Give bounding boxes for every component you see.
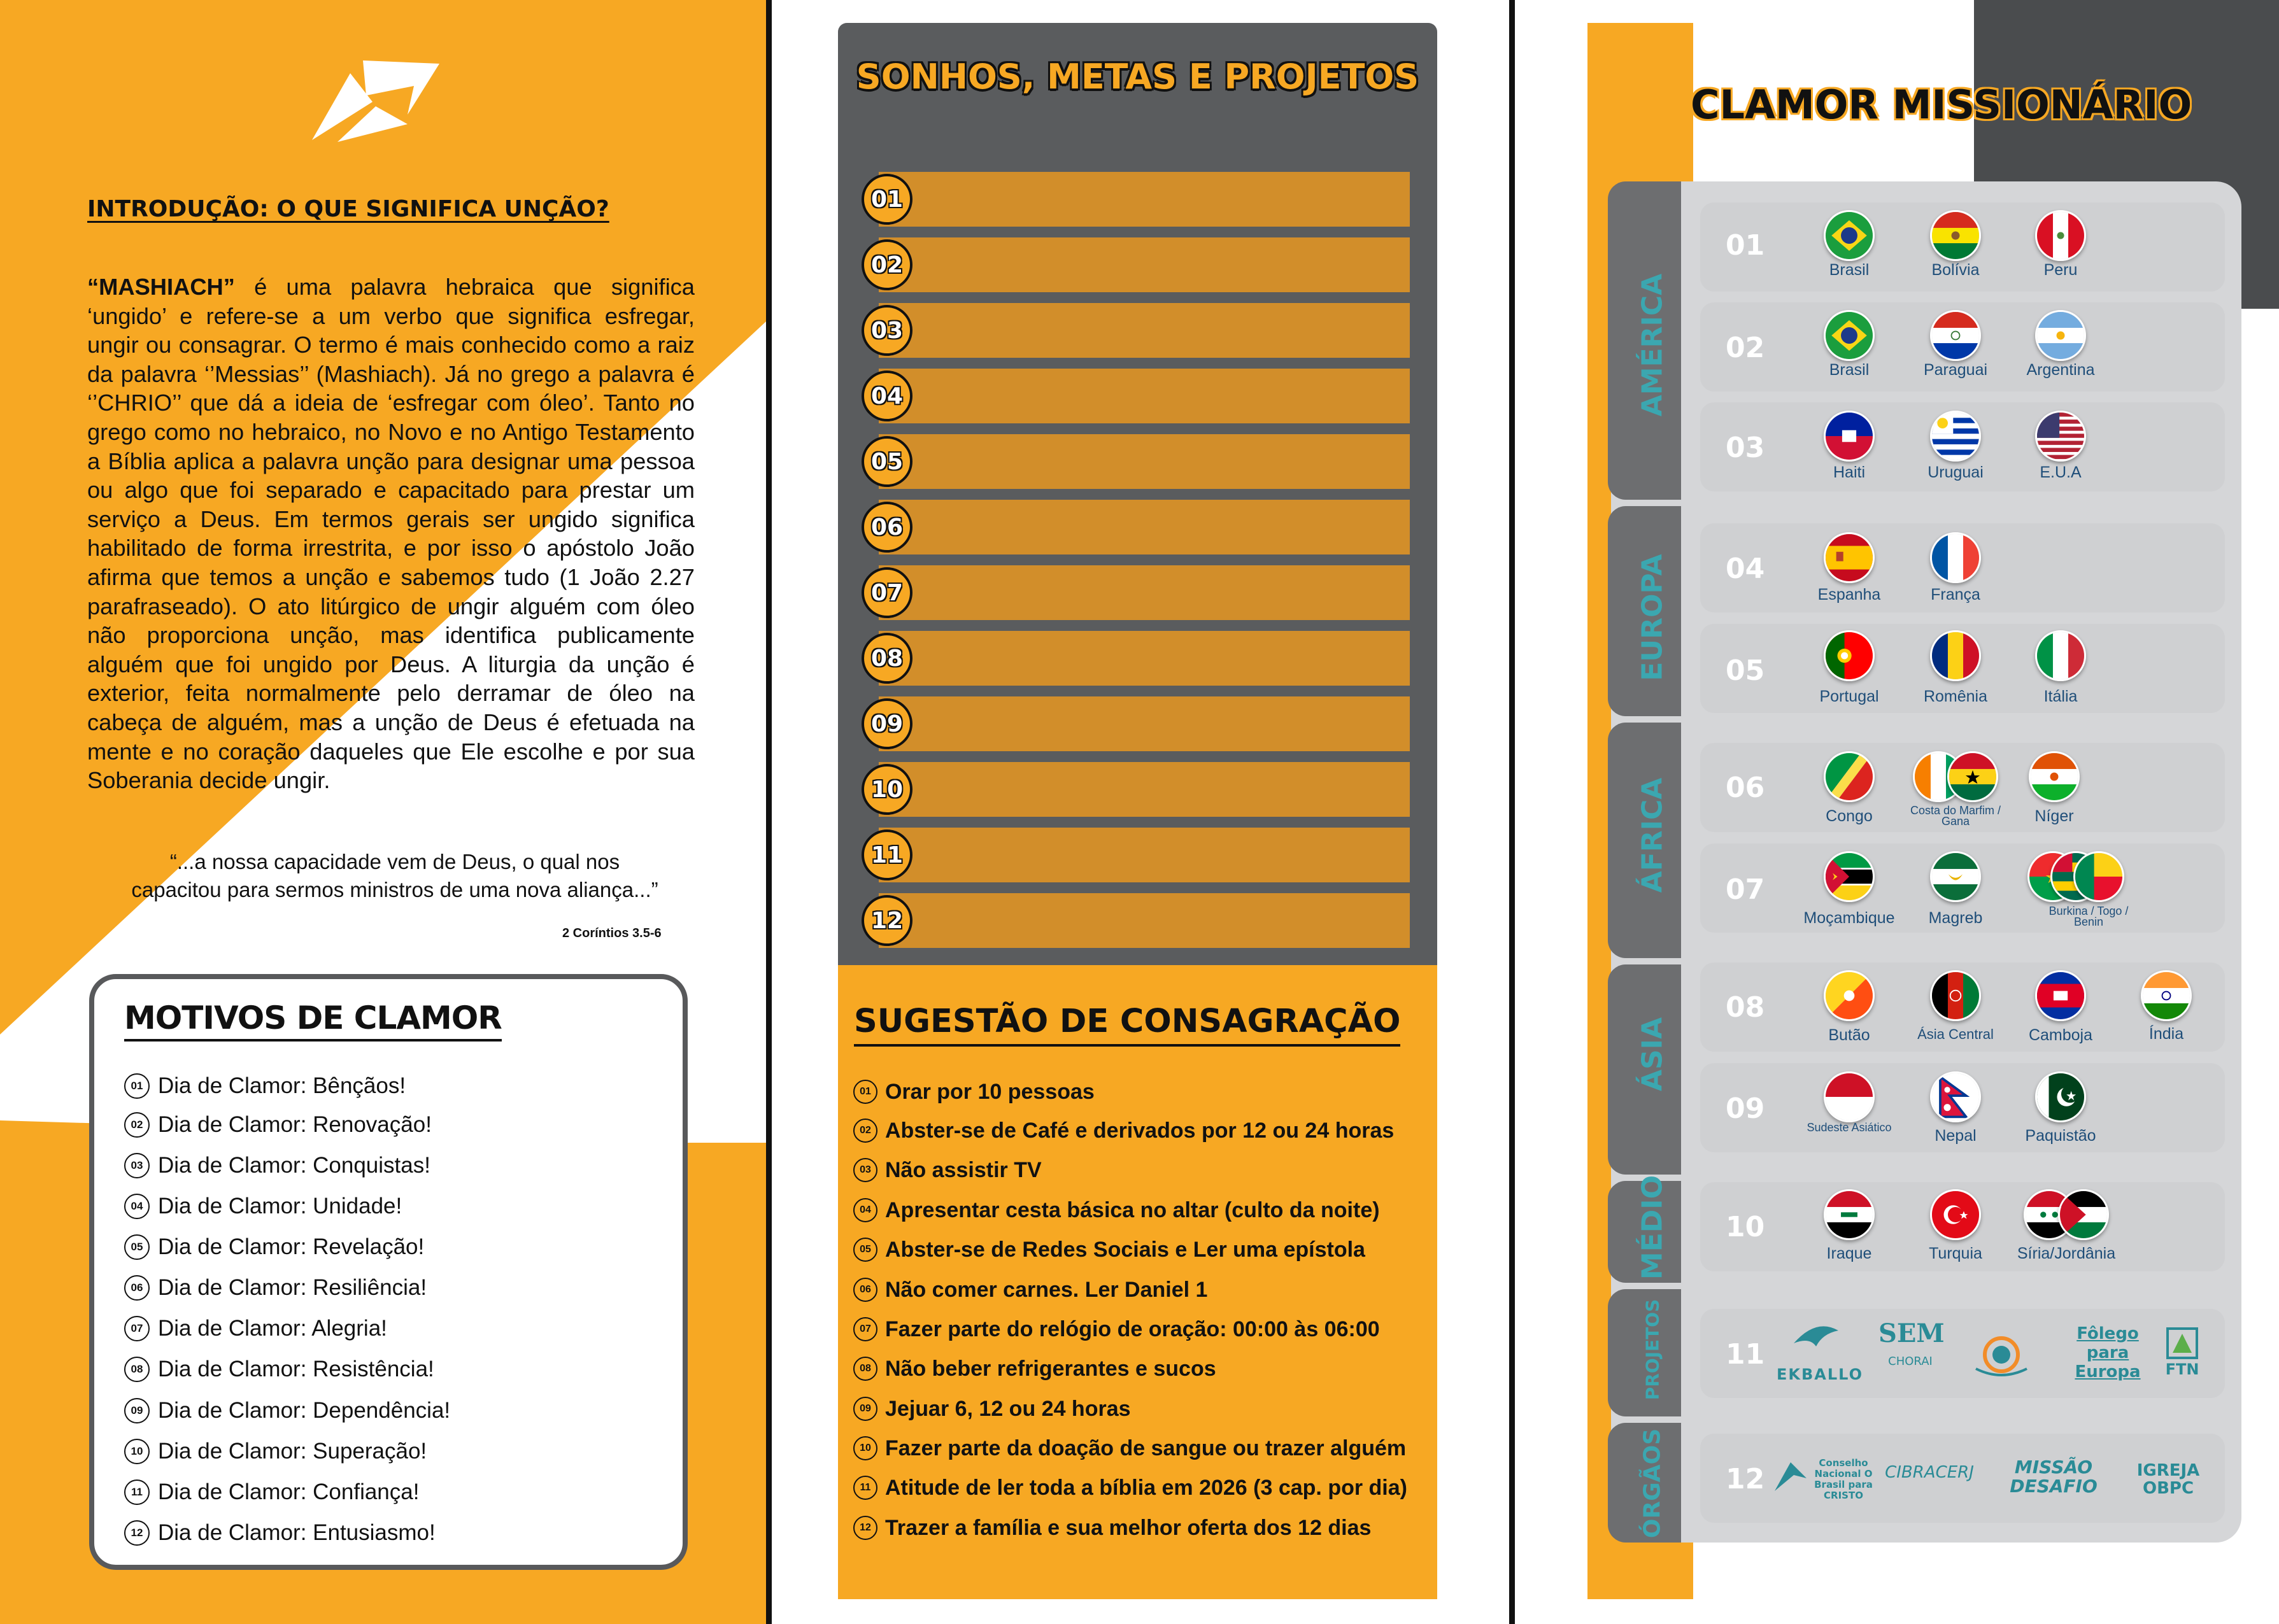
consagracao-item	[853, 1194, 1380, 1227]
sonho-line[interactable]	[879, 696, 1410, 751]
number-badge: 05	[124, 1234, 150, 1260]
region-label-orgaos: ÓRGÃOS	[1639, 1428, 1666, 1539]
chorai-logo: CHORAI	[1888, 1355, 1933, 1368]
consagracao-title: SUGESTÃO DE CONSAGRAÇÃO	[854, 1003, 1400, 1047]
brazil-flag-icon	[1824, 310, 1875, 361]
country-label: Peru	[2043, 261, 2078, 279]
sudeste-asiatico-flag-icon	[1824, 1071, 1875, 1122]
country-label: Iraque	[1826, 1245, 1872, 1262]
number-badge: 10	[124, 1439, 150, 1464]
nepal-flag-icon	[1930, 1071, 1981, 1122]
sonho-line[interactable]	[879, 303, 1410, 358]
number-badge: 03	[853, 1158, 877, 1182]
country-label: Itália	[2043, 688, 2078, 705]
paraguay-flag-icon	[1930, 310, 1981, 361]
motivo-item	[124, 1231, 424, 1264]
row-number: 01	[1726, 229, 1765, 262]
number-badge: 02	[124, 1112, 150, 1138]
motivo-item	[124, 1394, 450, 1427]
intro-title: INTRODUÇÃO: O QUE SIGNIFICA UNÇÃO?	[87, 196, 609, 222]
sonho-line[interactable]	[879, 172, 1410, 227]
sonho-line[interactable]	[879, 828, 1410, 882]
motivo-item	[124, 1312, 387, 1345]
number-badge: 07	[853, 1317, 877, 1341]
turkey-flag-icon	[1930, 1189, 1981, 1240]
ghana-flag-icon	[1947, 751, 1998, 802]
number-badge: 03	[124, 1153, 150, 1178]
consagracao-item	[853, 1352, 1216, 1385]
number-badge: 01	[124, 1073, 150, 1099]
consagracao-text: Trazer a família e sua melhor oferta dos 12 dias	[885, 1515, 1372, 1540]
sonho-number: 01	[862, 174, 912, 225]
country-label: Haiti	[1833, 463, 1865, 481]
country-label: Costa do Marfim / Gana	[1910, 804, 2001, 828]
usa-flag-icon	[2035, 411, 2086, 462]
asia-central-flag-icon	[1930, 970, 1981, 1021]
region-label-europa: EUROPA	[1636, 554, 1669, 681]
consagracao-text: Fazer parte do relógio de oração: 00:00 às 06:00	[885, 1317, 1380, 1341]
sonho-number: 02	[862, 239, 912, 290]
cibracerj-logo: CIBRACERJ	[1885, 1463, 1974, 1482]
jordan-flag-icon	[2058, 1189, 2109, 1240]
cambodia-flag-icon	[2035, 970, 2086, 1021]
congo-flag-icon	[1824, 751, 1875, 802]
motivo-text: Dia de Clamor: Superação!	[158, 1439, 427, 1464]
country-label: Nepal	[1935, 1127, 1977, 1145]
motivo-item	[124, 1476, 419, 1509]
sonho-line[interactable]	[879, 762, 1410, 817]
consagracao-item	[853, 1273, 1207, 1306]
sonho-line[interactable]	[879, 434, 1410, 489]
consagracao-item	[853, 1313, 1380, 1346]
romania-flag-icon	[1930, 630, 1981, 681]
bhutan-flag-icon	[1824, 970, 1875, 1021]
sonho-number: 10	[862, 764, 912, 815]
country-label: Brasil	[1829, 361, 1870, 379]
row-number: 12	[1726, 1463, 1765, 1495]
country-label: Paraguai	[1923, 361, 1988, 379]
obpc-logo-icon	[312, 60, 439, 143]
brazil-flag-icon	[1824, 210, 1875, 261]
country-label: Espanha	[1817, 586, 1881, 604]
consagracao-item	[853, 1233, 1365, 1266]
country-label: Paquistão	[2025, 1127, 2096, 1145]
brasil-para-cristo-icon	[1771, 1459, 1810, 1497]
number-badge: 07	[124, 1316, 150, 1341]
number-badge: 05	[853, 1238, 877, 1262]
number-badge: 02	[853, 1119, 877, 1143]
motivo-text: Dia de Clamor: Confiança!	[158, 1479, 420, 1504]
ftn-logo: FTN	[2165, 1360, 2199, 1378]
motivo-item	[124, 1516, 436, 1550]
consagracao-text: Abster-se de Café e derivados por 12 ou 24 horas	[885, 1118, 1395, 1143]
obpc-logo: IGREJA OBPC	[2136, 1461, 2200, 1498]
number-badge: 11	[853, 1476, 877, 1500]
sonho-number: 12	[862, 895, 912, 946]
sonho-line[interactable]	[879, 237, 1410, 292]
country-label: Síria/Jordânia	[2017, 1245, 2116, 1262]
india-project-logo-icon	[1970, 1331, 2033, 1381]
number-badge: 12	[124, 1520, 150, 1546]
row-number: 03	[1726, 432, 1765, 464]
sonho-number: 07	[862, 567, 912, 618]
missao-desafio-logo: MISSÃO DESAFIO	[2010, 1457, 2098, 1497]
niger-flag-icon	[2029, 751, 2080, 802]
sonhos-title: SONHOS, METAS E PROJETOS	[856, 57, 1419, 97]
number-badge: 10	[853, 1436, 877, 1460]
motivo-text: Dia de Clamor: Bênçãos!	[158, 1073, 406, 1098]
row-number: 08	[1726, 991, 1765, 1024]
motivo-text: Dia de Clamor: Conquistas!	[158, 1153, 430, 1178]
intro-body: é uma palavra hebraica que significa ‘ungido’ e refere-se a um verbo que significa esfregar, ungir ou consagrar. O termo é mais conhecido como a raiz da palavra ‘’Messias’’ (Mashiach). Já no grego a palavra é ‘’CHRIO’’ que dá a ideia de ‘esfregar com óleo’. Tanto no grego como no hebraico, no Novo e no Antigo Testamento a Bíblia aplica a palavra unção para designar uma pessoa ou algo que foi separado e capacitado para prestar um serviço a Deus. Em termos gerais ser ungido significa habilitado de forma irrestrita, e por isso o apóstolo João afirma que temos a unção e sabemos tudo (1 João 2.27 parafraseado). O ato litúrgico de ungir alguém com óleo não proporciona unção, mas identifica publicamente alguém que foi ungido por Deus. A liturgia da unção é exterior, feita normalmente pelo derramar de óleo na cabeça de alguém, mas a unção de Deus é efetuada na mente e no coração daqueles que Ele escolhe e por sua Soberania decide ungir.	[87, 274, 695, 794]
india-flag-icon	[2141, 970, 2192, 1021]
country-label: Bolívia	[1931, 261, 1980, 279]
row-number: 06	[1726, 772, 1765, 804]
row-number: 02	[1726, 332, 1765, 364]
consagracao-text: Abster-se de Redes Sociais e Ler uma epístola	[885, 1237, 1365, 1262]
iraq-flag-icon	[1824, 1189, 1875, 1240]
country-label: Ásia Central	[1917, 1026, 1994, 1042]
intro-lead: “MASHIACH”	[87, 274, 235, 300]
ekballo-logo: EKBALLO	[1777, 1366, 1863, 1383]
consagracao-item	[853, 1471, 1407, 1504]
ekballo-icon	[1791, 1318, 1842, 1356]
country-label: Portugal	[1819, 688, 1879, 705]
motivo-item	[124, 1108, 432, 1141]
uruguay-flag-icon	[1930, 411, 1981, 462]
consagracao-text: Jejuar 6, 12 ou 24 horas	[885, 1396, 1131, 1421]
country-label: Níger	[2034, 807, 2074, 825]
country-label: Congo	[1826, 807, 1873, 825]
motivo-text: Dia de Clamor: Unidade!	[158, 1194, 402, 1218]
country-label: Camboja	[2028, 1026, 2093, 1044]
consagracao-item	[853, 1432, 1406, 1465]
motivo-text: Dia de Clamor: Alegria!	[158, 1316, 387, 1341]
intro-text	[87, 272, 695, 795]
consagracao-text: Não comer carnes. Ler Daniel 1	[885, 1277, 1208, 1302]
sem-logo: SEM	[1878, 1318, 1945, 1348]
sonho-line[interactable]	[879, 631, 1410, 686]
row-number: 04	[1726, 553, 1765, 585]
benin-flag-icon	[2073, 851, 2124, 902]
magreb-flag-icon	[1930, 851, 1981, 902]
country-label: Índia	[2148, 1025, 2184, 1043]
consagracao-text: Não beber refrigerantes e sucos	[885, 1356, 1216, 1381]
motivo-text: Dia de Clamor: Entusiasmo!	[158, 1520, 436, 1545]
bolivia-flag-icon	[1930, 210, 1981, 261]
country-label: Romênia	[1923, 688, 1988, 705]
argentina-flag-icon	[2035, 310, 2086, 361]
country-label: Argentina	[2026, 361, 2095, 379]
motivo-item	[124, 1353, 434, 1386]
mozambique-flag-icon	[1824, 851, 1875, 902]
country-label: E.U.A	[2040, 463, 2082, 481]
number-badge: 09	[124, 1398, 150, 1423]
motivo-text: Dia de Clamor: Revelação!	[158, 1234, 425, 1259]
number-badge: 11	[124, 1479, 150, 1505]
folego-europa-logo: Fôlego para Europa	[2075, 1324, 2141, 1381]
consagracao-text: Apresentar cesta básica no altar (culto da noite)	[885, 1197, 1380, 1222]
panel-introducao	[0, 0, 766, 1624]
region-label-africa: ÁFRICA	[1636, 777, 1669, 893]
number-badge: 06	[853, 1278, 877, 1302]
country-label: França	[1931, 586, 1980, 604]
motivo-item	[124, 1149, 430, 1182]
sonho-line[interactable]	[879, 500, 1410, 554]
spain-flag-icon	[1824, 532, 1875, 583]
row-number: 07	[1726, 873, 1765, 906]
row-number: 05	[1726, 654, 1765, 687]
bible-quote: “...a nossa capacidade vem de Deus, o qual nos capacitou para sermos ministros de uma nova aliança...”	[131, 850, 658, 901]
motivo-item	[124, 1271, 427, 1304]
sonho-number: 11	[862, 830, 912, 880]
sonho-number: 05	[862, 436, 912, 487]
brasil-para-cristo-logo: Conselho Nacional O Brasil para CRISTO	[1814, 1457, 1873, 1501]
country-label: Uruguai	[1928, 463, 1984, 481]
sonhos-panel	[838, 23, 1437, 965]
motivo-item	[124, 1190, 402, 1223]
country-label: Sudeste Asiático	[1807, 1121, 1892, 1134]
motivo-text: Dia de Clamor: Dependência!	[158, 1398, 451, 1423]
row-number: 10	[1726, 1211, 1765, 1243]
number-badge: 01	[853, 1080, 877, 1104]
sonho-number: 09	[862, 698, 912, 749]
clamor-missionario-title: CLAMOR MISSIONÁRIO	[1691, 81, 2192, 128]
bible-quote-reference: 2 Coríntios 3.5-6	[562, 926, 662, 940]
consagracao-item	[853, 1511, 1371, 1544]
number-badge: 12	[853, 1516, 877, 1540]
number-badge: 06	[124, 1275, 150, 1301]
country-label: Turquia	[1929, 1245, 1982, 1262]
sonho-number: 06	[862, 502, 912, 553]
peru-flag-icon	[2035, 210, 2086, 261]
consagracao-text: Atitude de ler toda a bíblia em 2026 (3 cap. por dia)	[885, 1475, 1407, 1500]
country-label: Brasil	[1829, 261, 1870, 279]
country-label: Burkina / Togo / Benin	[2048, 905, 2129, 928]
consagracao-text: Orar por 10 pessoas	[885, 1079, 1095, 1104]
consagracao-item	[853, 1114, 1394, 1147]
fold-divider	[766, 0, 772, 1624]
motivo-text: Dia de Clamor: Renovação!	[158, 1112, 432, 1137]
number-badge: 09	[853, 1397, 877, 1421]
sonho-line[interactable]	[879, 893, 1410, 948]
region-label-projetos: PROJETOS	[1642, 1299, 1663, 1401]
italy-flag-icon	[2035, 630, 2086, 681]
region-label-medio: MÉDIO	[1636, 1175, 1669, 1280]
country-label: Moçambique	[1803, 909, 1895, 927]
country-label: Butão	[1828, 1026, 1870, 1044]
sonho-number: 03	[862, 305, 912, 356]
consagracao-item	[853, 1075, 1095, 1108]
portugal-flag-icon	[1824, 630, 1875, 681]
region-label-asia: ÁSIA	[1636, 1017, 1669, 1092]
motivo-text: Dia de Clamor: Resistência!	[158, 1357, 434, 1381]
motivo-item	[124, 1070, 406, 1103]
number-badge: 08	[124, 1357, 150, 1382]
consagracao-text: Fazer parte da doação de sangue ou trazer alguém	[885, 1436, 1407, 1460]
consagracao-item	[853, 1392, 1131, 1425]
row-number: 11	[1726, 1338, 1765, 1371]
motivo-item	[124, 1435, 427, 1468]
number-badge: 04	[853, 1198, 877, 1222]
haiti-flag-icon	[1824, 411, 1875, 462]
number-badge: 04	[124, 1194, 150, 1219]
sonho-line[interactable]	[879, 565, 1410, 620]
sonho-number: 08	[862, 633, 912, 684]
motivo-text: Dia de Clamor: Resiliência!	[158, 1275, 427, 1300]
row-number: 09	[1726, 1092, 1765, 1125]
country-label: Magreb	[1928, 909, 1983, 927]
pakistan-flag-icon	[2035, 1071, 2086, 1122]
consagracao-item	[853, 1154, 1042, 1187]
region-label-america: AMÉRICA	[1636, 273, 1669, 417]
consagracao-text: Não assistir TV	[885, 1157, 1042, 1182]
sonho-number: 04	[862, 371, 912, 421]
france-flag-icon	[1930, 532, 1981, 583]
motivos-title: MOTIVOS DE CLAMOR	[124, 999, 502, 1041]
number-badge: 08	[853, 1357, 877, 1381]
ftn-icon	[2166, 1327, 2198, 1359]
sonho-line[interactable]	[879, 369, 1410, 423]
fold-divider	[1509, 0, 1515, 1624]
